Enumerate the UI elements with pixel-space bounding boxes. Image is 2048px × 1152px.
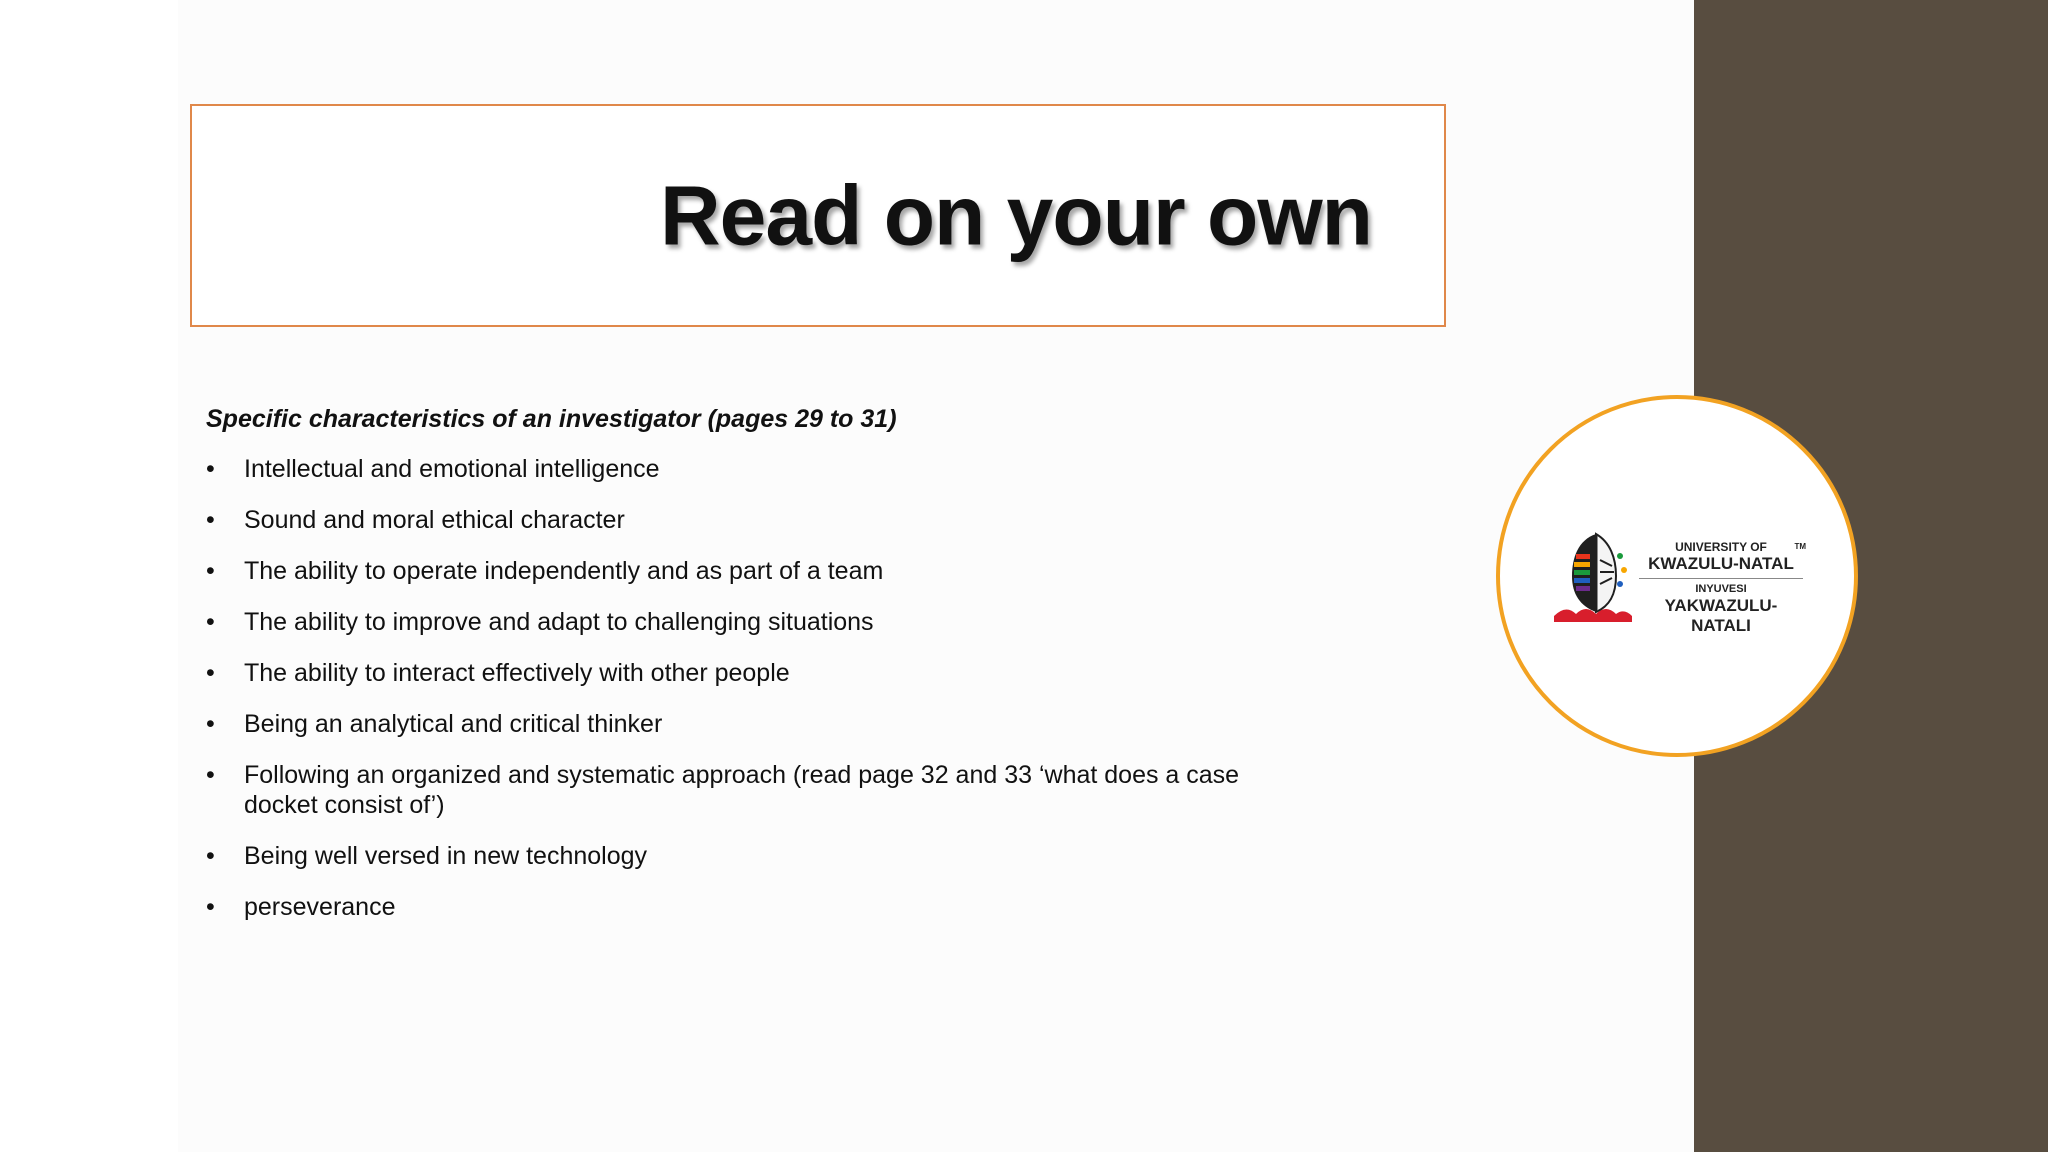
bullet-item [206, 505, 1304, 535]
bullet-list [206, 454, 1306, 922]
bullet-dot: • [206, 506, 215, 534]
bullet-text: Being an analytical and critical thinker [244, 710, 663, 738]
bullet-dot: • [206, 557, 215, 585]
university-logo [1554, 530, 1806, 635]
bullet-item [206, 454, 1304, 484]
bullet-dot: • [206, 608, 215, 636]
logo-line-yakwazulu-natali: YAKWAZULU-NATALI [1664, 596, 1778, 635]
bullet-text: Following an organized and systematic approach (read page 32 and 33 ‘what does a case docket consist of’) [244, 761, 1240, 819]
bullet-dot: • [206, 842, 215, 870]
bullet-item [206, 658, 1304, 688]
trademark-mark: TM [1794, 542, 1806, 551]
bullet-item [206, 556, 1304, 586]
logo-text [1638, 540, 1804, 636]
bullet-dot: • [206, 659, 215, 687]
body-block [206, 404, 1306, 943]
logo-line-kwazulu-natal: KWAZULU-NATAL [1648, 554, 1794, 573]
bullet-dot: • [206, 710, 215, 738]
bullet-item [206, 760, 1304, 820]
university-shield-emblem-icon [1554, 530, 1634, 622]
slide-title: Read on your own [659, 168, 1372, 262]
bullet-text: Intellectual and emotional intelligence [244, 455, 660, 483]
bullet-dot: • [206, 893, 215, 921]
bullet-text: The ability to interact effectively with other people [244, 659, 790, 687]
bullet-text: perseverance [244, 893, 396, 921]
title-box [190, 104, 1446, 327]
bullet-dot: • [206, 455, 215, 483]
bullet-text: The ability to improve and adapt to challenging situations [244, 608, 874, 636]
bullet-dot: • [206, 761, 215, 789]
bullet-text: Sound and moral ethical character [244, 506, 625, 534]
bullet-item [206, 841, 1304, 871]
subheading: Specific characteristics of an investigator (pages 29 to 31) [206, 405, 897, 433]
bullet-item [206, 709, 1304, 739]
bullet-item [206, 892, 1304, 922]
logo-line-inyuvesi: INYUVESI [1695, 583, 1747, 595]
logo-line-university-of: UNIVERSITY OF [1675, 540, 1767, 554]
bullet-item [206, 607, 1304, 637]
bullet-text: The ability to operate independently and as part of a team [244, 557, 884, 585]
bullet-text: Being well versed in new technology [244, 842, 648, 870]
logo-divider [1639, 578, 1803, 579]
